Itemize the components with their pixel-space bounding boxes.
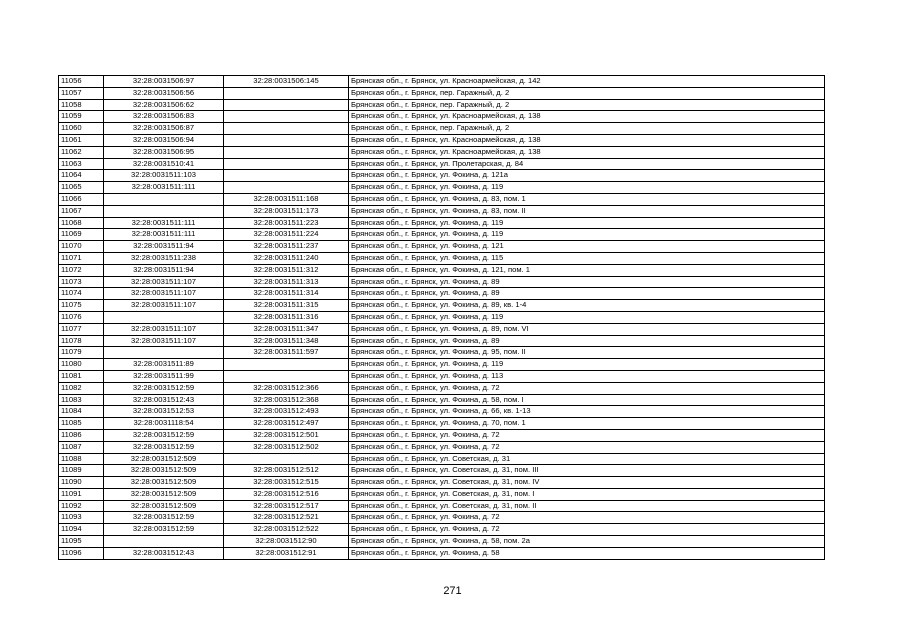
cadastral-number-cell: 32:28:0031511:107 (104, 288, 224, 300)
object-cadastral-number-cell: 32:28:0031512:501 (224, 429, 349, 441)
row-number-cell: 11070 (59, 241, 104, 253)
row-number-cell: 11083 (59, 394, 104, 406)
cadastral-number-cell: 32:28:0031512:59 (104, 429, 224, 441)
table-row (59, 241, 825, 253)
table-row (59, 252, 825, 264)
table-row (59, 335, 825, 347)
address-cell: Брянская обл., г. Брянск, ул. Советская, д. 31, пом. I (349, 488, 825, 500)
table-row (59, 488, 825, 500)
object-cadastral-number-cell: 32:28:0031511:348 (224, 335, 349, 347)
table-row (59, 276, 825, 288)
row-number-cell: 11077 (59, 323, 104, 335)
object-cadastral-number-cell: 32:28:0031511:347 (224, 323, 349, 335)
table-row (59, 536, 825, 548)
object-cadastral-number-cell: 32:28:0031512:497 (224, 418, 349, 430)
table-row (59, 99, 825, 111)
row-number-cell: 11071 (59, 252, 104, 264)
address-cell: Брянская обл., г. Брянск, ул. Фокина, д. 119 (349, 311, 825, 323)
object-cadastral-number-cell: 32:28:0031506:145 (224, 76, 349, 88)
table-row (59, 323, 825, 335)
address-cell: Брянская обл., г. Брянск, ул. Фокина, д. 72 (349, 441, 825, 453)
row-number-cell: 11060 (59, 123, 104, 135)
object-cadastral-number-cell: 32:28:0031511:314 (224, 288, 349, 300)
table-row (59, 158, 825, 170)
row-number-cell: 11093 (59, 512, 104, 524)
address-cell: Брянская обл., г. Брянск, пер. Гаражный, д. 2 (349, 99, 825, 111)
row-number-cell: 11066 (59, 193, 104, 205)
object-cadastral-number-cell: 32:28:0031511:223 (224, 217, 349, 229)
cadastral-number-cell: 32:28:0031506:94 (104, 134, 224, 146)
table-row (59, 300, 825, 312)
table-row (59, 170, 825, 182)
row-number-cell: 11059 (59, 111, 104, 123)
page-number: 271 (443, 585, 462, 597)
row-number-cell: 11074 (59, 288, 104, 300)
cadastral-number-cell: 32:28:0031506:97 (104, 76, 224, 88)
table-row (59, 229, 825, 241)
address-cell: Брянская обл., г. Брянск, ул. Фокина, д. 119 (349, 217, 825, 229)
row-number-cell: 11094 (59, 524, 104, 536)
object-cadastral-number-cell: 32:28:0031511:312 (224, 264, 349, 276)
table-row (59, 406, 825, 418)
row-number-cell: 11096 (59, 547, 104, 559)
row-number-cell: 11063 (59, 158, 104, 170)
row-number-cell: 11086 (59, 429, 104, 441)
address-cell: Брянская обл., г. Брянск, ул. Фокина, д. 58, пом. I (349, 394, 825, 406)
object-cadastral-number-cell (224, 134, 349, 146)
table-row (59, 524, 825, 536)
registry-body (59, 76, 825, 560)
cadastral-number-cell (104, 193, 224, 205)
row-number-cell: 11076 (59, 311, 104, 323)
address-cell: Брянская обл., г. Брянск, ул. Фокина, д. 119 (349, 182, 825, 194)
object-cadastral-number-cell (224, 99, 349, 111)
cadastral-number-cell: 32:28:0031511:103 (104, 170, 224, 182)
cadastral-number-cell: 32:28:0031511:238 (104, 252, 224, 264)
table-row (59, 182, 825, 194)
address-cell: Брянская обл., г. Брянск, ул. Советская, д. 31, пом. III (349, 465, 825, 477)
cadastral-number-cell: 32:28:0031510:41 (104, 158, 224, 170)
address-cell: Брянская обл., г. Брянск, ул. Фокина, д. 119 (349, 359, 825, 371)
table-row (59, 193, 825, 205)
row-number-cell: 11058 (59, 99, 104, 111)
object-cadastral-number-cell: 32:28:0031511:313 (224, 276, 349, 288)
object-cadastral-number-cell: 32:28:0031512:368 (224, 394, 349, 406)
object-cadastral-number-cell (224, 182, 349, 194)
object-cadastral-number-cell: 32:28:0031511:173 (224, 205, 349, 217)
table-row (59, 76, 825, 88)
cadastral-number-cell: 32:28:0031511:99 (104, 370, 224, 382)
table-row (59, 311, 825, 323)
cadastral-number-cell: 32:28:0031506:56 (104, 87, 224, 99)
row-number-cell: 11064 (59, 170, 104, 182)
address-cell: Брянская обл., г. Брянск, ул. Фокина, д. 121а (349, 170, 825, 182)
row-number-cell: 11079 (59, 347, 104, 359)
registry-table (58, 75, 825, 560)
address-cell: Брянская обл., г. Брянск, ул. Фокина, д. 89 (349, 276, 825, 288)
row-number-cell: 11069 (59, 229, 104, 241)
table-row (59, 441, 825, 453)
address-cell: Брянская обл., г. Брянск, ул. Фокина, д. 115 (349, 252, 825, 264)
object-cadastral-number-cell (224, 111, 349, 123)
cadastral-number-cell: 32:28:0031511:111 (104, 217, 224, 229)
row-number-cell: 11088 (59, 453, 104, 465)
table-row (59, 87, 825, 99)
address-cell: Брянская обл., г. Брянск, ул. Пролетарская, д. 84 (349, 158, 825, 170)
object-cadastral-number-cell: 32:28:0031512:516 (224, 488, 349, 500)
address-cell: Брянская обл., г. Брянск, ул. Фокина, д. 58, пом. 2а (349, 536, 825, 548)
row-number-cell: 11080 (59, 359, 104, 371)
object-cadastral-number-cell: 32:28:0031511:168 (224, 193, 349, 205)
cadastral-number-cell (104, 536, 224, 548)
address-cell: Брянская обл., г. Брянск, ул. Фокина, д. 95, пом. II (349, 347, 825, 359)
object-cadastral-number-cell: 32:28:0031512:502 (224, 441, 349, 453)
row-number-cell: 11065 (59, 182, 104, 194)
object-cadastral-number-cell: 32:28:0031512:493 (224, 406, 349, 418)
object-cadastral-number-cell: 32:28:0031512:517 (224, 500, 349, 512)
object-cadastral-number-cell (224, 359, 349, 371)
cadastral-number-cell: 32:28:0031511:107 (104, 335, 224, 347)
address-cell: Брянская обл., г. Брянск, ул. Советская, д. 31, пом. II (349, 500, 825, 512)
row-number-cell: 11081 (59, 370, 104, 382)
cadastral-number-cell: 32:28:0031512:43 (104, 394, 224, 406)
address-cell: Брянская обл., г. Брянск, ул. Фокина, д. 89 (349, 288, 825, 300)
table-row (59, 465, 825, 477)
row-number-cell: 11067 (59, 205, 104, 217)
cadastral-number-cell: 32:28:0031511:111 (104, 229, 224, 241)
address-cell: Брянская обл., г. Брянск, ул. Советская, д. 31, пом. IV (349, 477, 825, 489)
object-cadastral-number-cell: 32:28:0031511:315 (224, 300, 349, 312)
address-cell: Брянская обл., г. Брянск, ул. Фокина, д. 113 (349, 370, 825, 382)
object-cadastral-number-cell: 32:28:0031512:522 (224, 524, 349, 536)
cadastral-number-cell: 32:28:0031512:509 (104, 465, 224, 477)
table-row (59, 123, 825, 135)
address-cell: Брянская обл., г. Брянск, ул. Советская, д. 31 (349, 453, 825, 465)
row-number-cell: 11061 (59, 134, 104, 146)
row-number-cell: 11057 (59, 87, 104, 99)
object-cadastral-number-cell: 32:28:0031512:512 (224, 465, 349, 477)
row-number-cell: 11075 (59, 300, 104, 312)
cadastral-number-cell: 32:28:0031511:107 (104, 300, 224, 312)
object-cadastral-number-cell (224, 87, 349, 99)
address-cell: Брянская обл., г. Брянск, ул. Фокина, д. 72 (349, 524, 825, 536)
address-cell: Брянская обл., г. Брянск, ул. Красноармейская, д. 138 (349, 146, 825, 158)
table-row (59, 382, 825, 394)
object-cadastral-number-cell: 32:28:0031511:316 (224, 311, 349, 323)
row-number-cell: 11073 (59, 276, 104, 288)
table-row (59, 205, 825, 217)
address-cell: Брянская обл., г. Брянск, ул. Фокина, д. 72 (349, 382, 825, 394)
cadastral-number-cell: 32:28:0031512:59 (104, 441, 224, 453)
cadastral-number-cell: 32:28:0031506:87 (104, 123, 224, 135)
object-cadastral-number-cell (224, 158, 349, 170)
table-row (59, 500, 825, 512)
cadastral-number-cell: 32:28:0031512:509 (104, 453, 224, 465)
address-cell: Брянская обл., г. Брянск, ул. Фокина, д. 121, пом. 1 (349, 264, 825, 276)
row-number-cell: 11091 (59, 488, 104, 500)
row-number-cell: 11068 (59, 217, 104, 229)
address-cell: Брянская обл., г. Брянск, ул. Фокина, д. 58 (349, 547, 825, 559)
table-row (59, 134, 825, 146)
table-row (59, 264, 825, 276)
cadastral-number-cell: 32:28:0031512:53 (104, 406, 224, 418)
cadastral-number-cell: 32:28:0031512:509 (104, 500, 224, 512)
cadastral-number-cell: 32:28:0031512:59 (104, 524, 224, 536)
table-row (59, 347, 825, 359)
address-cell: Брянская обл., г. Брянск, ул. Фокина, д. 83, пом. 1 (349, 193, 825, 205)
object-cadastral-number-cell (224, 170, 349, 182)
row-number-cell: 11078 (59, 335, 104, 347)
object-cadastral-number-cell: 32:28:0031512:515 (224, 477, 349, 489)
address-cell: Брянская обл., г. Брянск, ул. Фокина, д. 70, пом. 1 (349, 418, 825, 430)
address-cell: Брянская обл., г. Брянск, ул. Фокина, д. 121 (349, 241, 825, 253)
address-cell: Брянская обл., г. Брянск, ул. Красноармейская, д. 142 (349, 76, 825, 88)
object-cadastral-number-cell: 32:28:0031512:90 (224, 536, 349, 548)
cadastral-number-cell (104, 347, 224, 359)
object-cadastral-number-cell: 32:28:0031511:597 (224, 347, 349, 359)
table-row (59, 512, 825, 524)
cadastral-number-cell (104, 205, 224, 217)
row-number-cell: 11062 (59, 146, 104, 158)
cadastral-number-cell (104, 311, 224, 323)
cadastral-number-cell: 32:28:0031511:89 (104, 359, 224, 371)
address-cell: Брянская обл., г. Брянск, ул. Фокина, д. 83, пом. II (349, 205, 825, 217)
object-cadastral-number-cell (224, 453, 349, 465)
cadastral-number-cell: 32:28:0031511:111 (104, 182, 224, 194)
cadastral-number-cell: 32:28:0031512:43 (104, 547, 224, 559)
table-row (59, 394, 825, 406)
table-row (59, 429, 825, 441)
table-row (59, 370, 825, 382)
cadastral-number-cell: 32:28:0031512:509 (104, 477, 224, 489)
object-cadastral-number-cell: 32:28:0031512:521 (224, 512, 349, 524)
cadastral-number-cell: 32:28:0031506:83 (104, 111, 224, 123)
row-number-cell: 11082 (59, 382, 104, 394)
address-cell: Брянская обл., г. Брянск, ул. Красноармейская, д. 138 (349, 111, 825, 123)
row-number-cell: 11089 (59, 465, 104, 477)
object-cadastral-number-cell: 32:28:0031511:224 (224, 229, 349, 241)
object-cadastral-number-cell: 32:28:0031512:91 (224, 547, 349, 559)
cadastral-number-cell: 32:28:0031512:509 (104, 488, 224, 500)
row-number-cell: 11090 (59, 477, 104, 489)
object-cadastral-number-cell: 32:28:0031511:237 (224, 241, 349, 253)
row-number-cell: 11087 (59, 441, 104, 453)
cadastral-number-cell: 32:28:0031118:54 (104, 418, 224, 430)
row-number-cell: 11056 (59, 76, 104, 88)
table-row (59, 288, 825, 300)
address-cell: Брянская обл., г. Брянск, пер. Гаражный, д. 2 (349, 123, 825, 135)
cadastral-number-cell: 32:28:0031506:95 (104, 146, 224, 158)
table-row (59, 217, 825, 229)
table-row (59, 111, 825, 123)
row-number-cell: 11072 (59, 264, 104, 276)
table-row (59, 453, 825, 465)
table-row (59, 477, 825, 489)
row-number-cell: 11095 (59, 536, 104, 548)
address-cell: Брянская обл., г. Брянск, ул. Фокина, д. 89, кв. 1-4 (349, 300, 825, 312)
table-row (59, 146, 825, 158)
address-cell: Брянская обл., г. Брянск, ул. Фокина, д. 89 (349, 335, 825, 347)
table-row (59, 547, 825, 559)
cadastral-number-cell: 32:28:0031506:62 (104, 99, 224, 111)
row-number-cell: 11084 (59, 406, 104, 418)
object-cadastral-number-cell (224, 123, 349, 135)
object-cadastral-number-cell (224, 146, 349, 158)
cadastral-number-cell: 32:28:0031511:94 (104, 241, 224, 253)
cadastral-number-cell: 32:28:0031511:94 (104, 264, 224, 276)
cadastral-number-cell: 32:28:0031511:107 (104, 276, 224, 288)
address-cell: Брянская обл., г. Брянск, ул. Фокина, д. 66, кв. 1-13 (349, 406, 825, 418)
cadastral-number-cell: 32:28:0031512:59 (104, 512, 224, 524)
address-cell: Брянская обл., г. Брянск, ул. Фокина, д. 89, пом. VI (349, 323, 825, 335)
table-row (59, 359, 825, 371)
object-cadastral-number-cell (224, 370, 349, 382)
cadastral-number-cell: 32:28:0031512:59 (104, 382, 224, 394)
address-cell: Брянская обл., г. Брянск, пер. Гаражный, д. 2 (349, 87, 825, 99)
address-cell: Брянская обл., г. Брянск, ул. Фокина, д. 72 (349, 429, 825, 441)
address-cell: Брянская обл., г. Брянск, ул. Красноармейская, д. 138 (349, 134, 825, 146)
object-cadastral-number-cell: 32:28:0031511:240 (224, 252, 349, 264)
table-row (59, 418, 825, 430)
row-number-cell: 11085 (59, 418, 104, 430)
address-cell: Брянская обл., г. Брянск, ул. Фокина, д. 72 (349, 512, 825, 524)
address-cell: Брянская обл., г. Брянск, ул. Фокина, д. 119 (349, 229, 825, 241)
cadastral-number-cell: 32:28:0031511:107 (104, 323, 224, 335)
row-number-cell: 11092 (59, 500, 104, 512)
object-cadastral-number-cell: 32:28:0031512:366 (224, 382, 349, 394)
